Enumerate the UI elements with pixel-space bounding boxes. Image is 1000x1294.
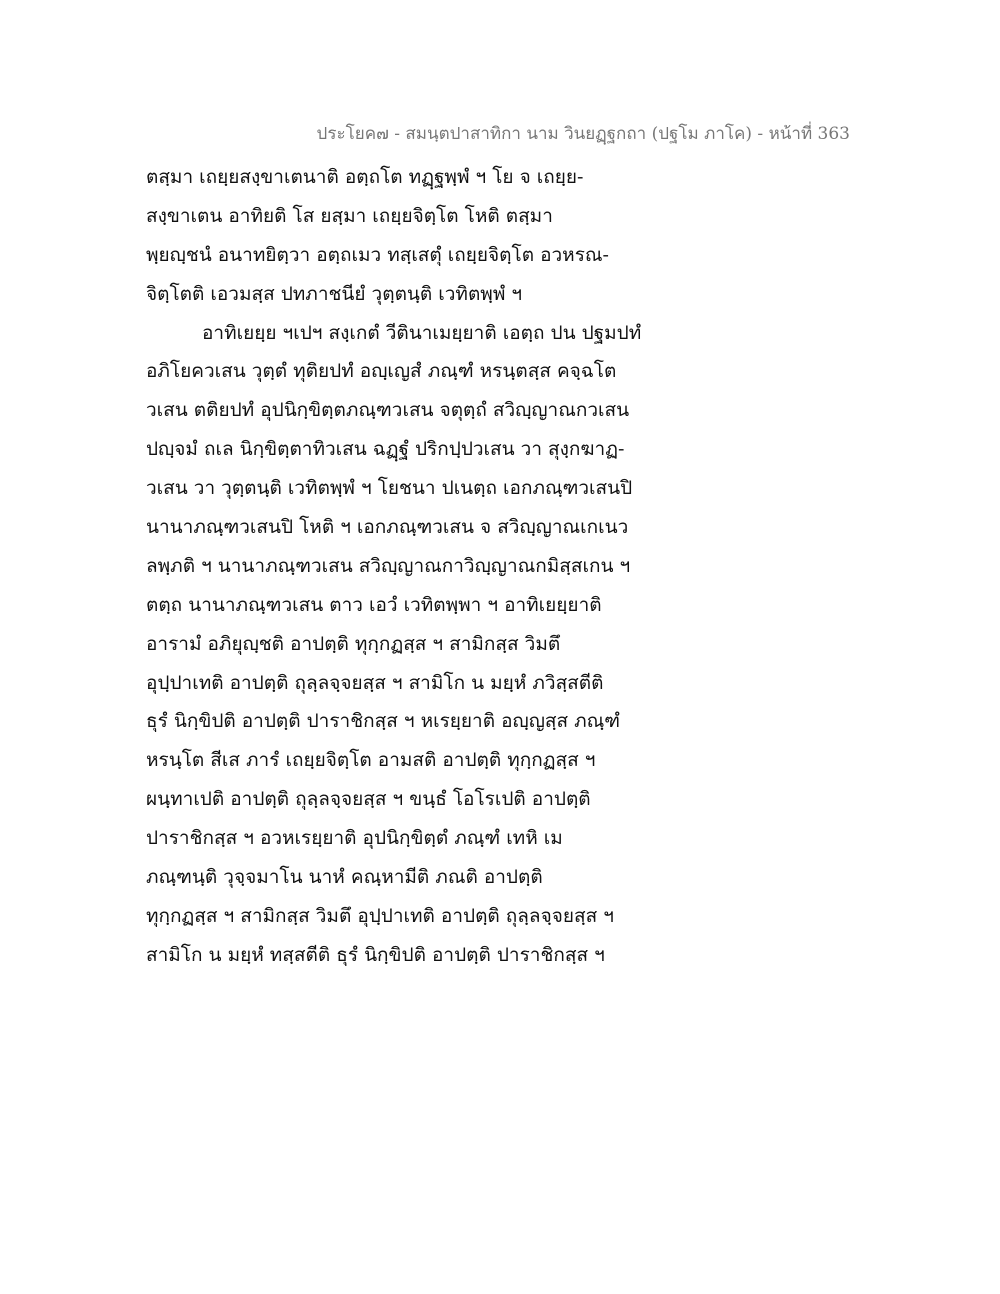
- text-line: ลพฺภติ ฯ นานาภณฺฑวเสน สวิญฺญาณกาวิญฺญาณกมิสฺสเกน ฯ: [146, 554, 631, 577]
- text-line: ทุกฺกฏสฺส ฯ สามิกสฺส วิมตึ อุปฺปาเทติ อาปตฺติ ถุลฺลจฺจยสฺส ฯ: [146, 904, 614, 927]
- text-line: วเสน ตติยปทํ อุปนิกฺขิตฺตภณฺฑวเสน จตุตฺถํ สวิญฺญาณกวเสน: [146, 399, 630, 422]
- text-line: พฺยญฺชนํ อนาทยิตฺวา อตฺถเมว ทสฺเสตุํ เถยฺยจิตฺโต อวหรณ-: [146, 243, 609, 266]
- text-line: ตตฺถ นานาภณฺฑวเสน ตาว เอวํ เวทิตพฺพา ฯ อาทิเยยฺยาติ: [146, 593, 602, 616]
- text-line: อุปฺปาเทติ อาปตฺติ ถุลฺลจฺจยสฺส ฯ สามิโก น มยฺหํ ภวิสฺสตีติ: [146, 671, 604, 694]
- body-text: [146, 158, 666, 975]
- text-line: หรนฺโต สีเส ภารํ เถยฺยจิตฺโต อามสติ อาปตฺติ ทุกฺกฏสฺส ฯ: [146, 749, 596, 772]
- text-line: นานาภณฺฑวเสนปิ โหติ ฯ เอกภณฺฑวเสน จ สวิญฺญาณเกเนว: [146, 516, 629, 539]
- text-line: วเสน วา วุตฺตนฺติ เวทิตพฺพํ ฯ โยชนา ปเนตฺถ เอกภณฺฑวเสนปิ: [146, 477, 633, 500]
- running-header: ประโยค๗ - สมนฺตปาสาทิกา นาม วินยฏฺฐกถา (ปฐโม ภาโค) - หน้าที่ 363: [316, 124, 850, 144]
- text-line: ตสฺมา เถยฺยสงฺขาเตนาติ อตฺถโต ทฏฺฐพฺพํ ฯ โย จ เถยฺย-: [146, 166, 584, 188]
- text-line: จิตฺโตติ เอวมสฺส ปทภาชนียํ วุตฺตนฺติ เวทิตพฺพํ ฯ: [146, 282, 523, 305]
- text-line: ภณฺฑนฺติ วุจฺจมาโน นาหํ คณฺหามีติ ภณติ อาปตฺติ: [146, 866, 543, 889]
- text-line: สามิโก น มยฺหํ ทสฺสตีติ ธุรํ นิกฺขิปติ อาปตฺติ ปาราชิกสฺส ฯ: [146, 943, 605, 966]
- text-line: อภิโยควเสน วุตฺตํ ทุติยปทํ อญฺเญสํ ภณฺฑํ หรนฺตสฺส คจฺฉโต: [146, 360, 617, 383]
- text-line: สงฺขาเตน อาทิยติ โส ยสฺมา เถยฺยจิตฺโต โหติ ตสฺมา: [146, 204, 553, 227]
- text-line: ผนฺทาเปติ อาปตฺติ ถุลฺลจฺจยสฺส ฯ ขนฺธํ โอโรเปติ อาปตฺติ: [146, 788, 591, 811]
- text-line: ปญฺจมํ ถเล นิกฺขิตฺตาทิวเสน ฉฏฺฐํ ปริกปฺปวเสน วา สุงฺกฆาฏ-: [146, 438, 625, 461]
- text-line: อารามํ อภิยุญฺชติ อาปตฺติ ทุกฺกฏสฺส ฯ สามิกสฺส วิมตึ: [146, 632, 561, 655]
- text-line: ธุรํ นิกฺขิปติ อาปตฺติ ปาราชิกสฺส ฯ หเรยฺยาติ อญฺญสฺส ภณฺฑํ: [146, 710, 621, 733]
- text-line: ปาราชิกสฺส ฯ อวหเรยฺยาติ อุปนิกฺขิตฺตํ ภณฺฑํ เทหิ เม: [146, 827, 563, 850]
- paragraph-start-line: อาทิเยยฺย ฯเปฯ สงฺเกตํ วีตินาเมยฺยาติ เอตฺถ ปน ปฐมปทํ: [202, 321, 642, 344]
